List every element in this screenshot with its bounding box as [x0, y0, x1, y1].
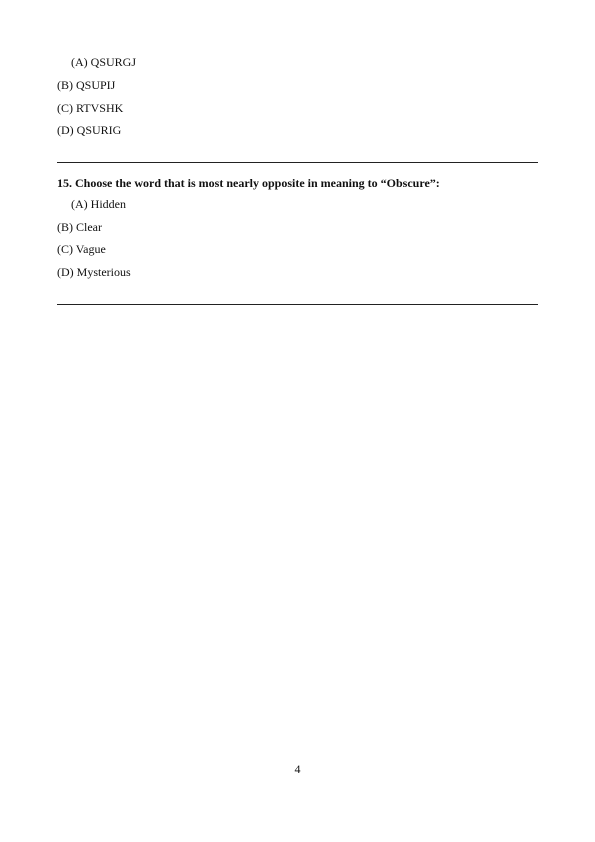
option-c: (C) RTVSHK	[57, 101, 124, 115]
page-number: 4	[294, 762, 301, 776]
question-text: 15. Choose the word that is most nearly opposite in meaning to “Obscure”:	[57, 176, 440, 190]
option-c: (C) Vague	[57, 242, 106, 256]
separator-rule	[57, 162, 538, 163]
option-b: (B) QSUPIJ	[57, 78, 116, 92]
option-d: (D) Mysterious	[57, 265, 131, 279]
option-b: (B) Clear	[57, 220, 102, 234]
option-d: (D) QSURIG	[57, 123, 122, 137]
separator-rule	[57, 304, 538, 305]
option-a: (A) QSURGJ	[71, 55, 137, 69]
option-a: (A) Hidden	[71, 197, 126, 211]
